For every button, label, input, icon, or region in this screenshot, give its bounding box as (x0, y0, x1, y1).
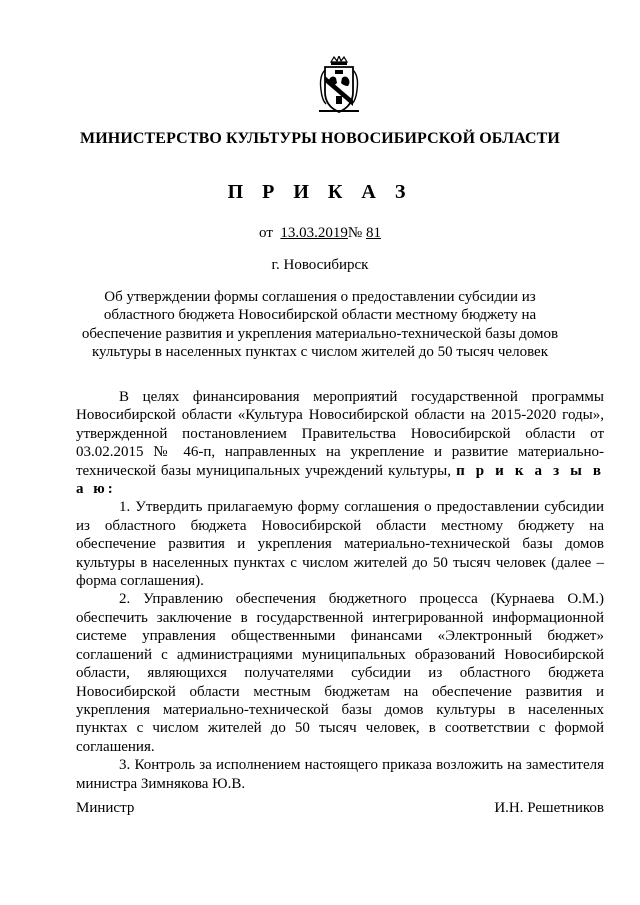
item-2: 2. Управлению обеспечения бюджетного процесса (Курнаева О.М.) обеспечить заключение в государственной интегрированной информационной системе управления общественными финансами «Электронный бюджет» соглашений с администрациями муниципальных образований Новосибирской области, являющихся получателями субсидии из областного бюджета Новосибирской области местным бюджетам на обеспечение развития и укрепления материально-технической базы домов культуры в населенных пунктах с числом жителей до 50 тысяч человек, в соответствии с формой соглашения. (76, 591, 604, 755)
order-subject: Об утверждении формы соглашения о предоставлении субсидии из областного бюджета Новосибирской области местному бюджету на обеспечение развития и укрепления материально-технической базы домов культуры в населенных пунктах с числом жителей до 50 тысяч человек (81, 289, 559, 361)
city: г. Новосибирск (271, 257, 369, 273)
order-title: П Р И К А З (227, 181, 413, 203)
date-prefix: от (259, 225, 273, 241)
order-date-line (0, 225, 640, 242)
order-number: 81 (365, 225, 381, 241)
order-date: 13.03.2019 (280, 225, 348, 241)
number-sign: № (347, 225, 363, 241)
ministry-name: МИНИСТЕРСТВО КУЛЬТУРЫ НОВОСИБИРСКОЙ ОБЛАСТИ (80, 130, 560, 147)
coat-of-arms-icon (316, 56, 362, 114)
preamble-paragraph: В целях финансирования мероприятий государственной программы Новосибирской области «Культура Новосибирской области на 2015-2020 годы», утвержденной постановлением Правительства Новосибирской области от 03.02.2015 № 46-п, направленных на укрепление и развитие материально-технической базы муниципальных учреждений культуры, п р и к а з ы в а ю: (76, 389, 605, 498)
item-1: 1. Утвердить прилагаемую форму соглашения о предоставлении субсидии из областного бюджета Новосибирской области местному бюджету на обеспечение развития и укрепления материально-технической базы домов культуры в населенных пунктах с числом жителей до 50 тысяч человек (далее – форма соглашения). (76, 499, 604, 590)
signer-position: Министр (76, 800, 135, 816)
item-3: 3. Контроль за исполнением настоящего приказа возложить на заместителя министра Зимнякова Ю.В. (76, 757, 604, 792)
order-body (76, 388, 604, 793)
order-word: п р и к а з ы в а ю: (76, 462, 605, 498)
signer-name: И.Н. Решетников (494, 800, 604, 816)
